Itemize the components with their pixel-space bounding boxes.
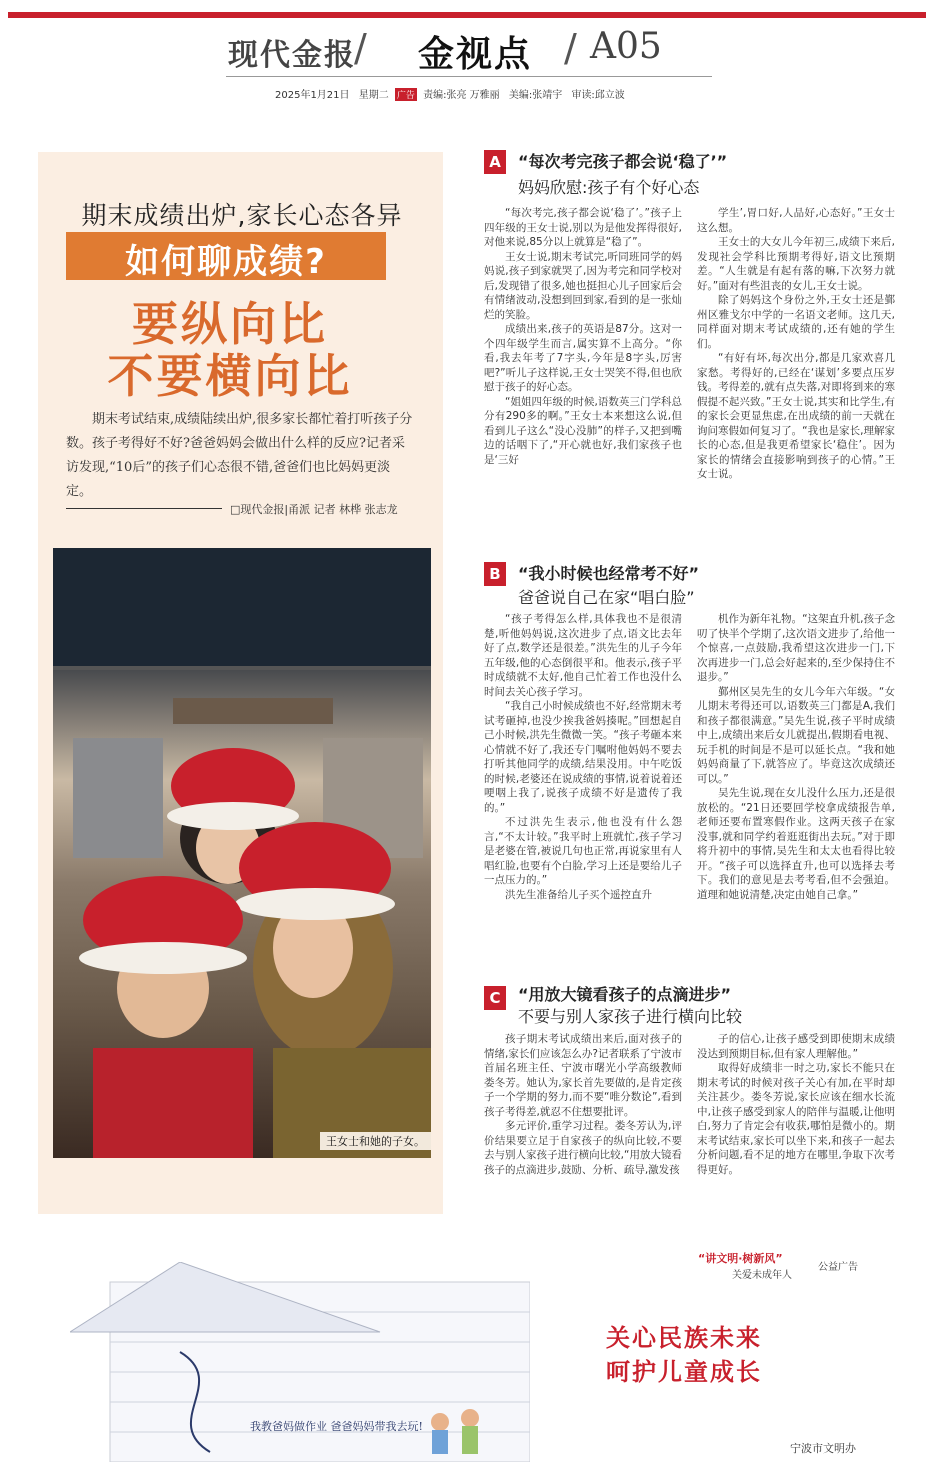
masthead-divider: / <box>354 26 367 70</box>
paragraph: “有好有坏,每次出分,都是几家欢喜几家愁。考得好的,已经在‘谋划’多要点压岁钱。考得差的,就有点失落,对即将到来的寒假提不起兴致。”王女士说,其实和比学生,有的家长会更显焦虑,在出成绩的前一天就在询问寒假如何复习了。“我也是家长,理解家长的心态,但是我更希望家长‘稳住’。因为家长的情绪会直接影响到孩子的心情。”王女士说。 <box>697 352 895 480</box>
byline: □现代金报|甬派 记者 林桦 张志龙 <box>230 503 398 516</box>
paragraph: 王女士说,期末考试完,听同班同学的妈妈说,孩子到家就哭了,因为考完和同学校对后,发现错了很多,她也挺担心儿子回家后会有情绪波动,没想到回到家,看到的是一张灿烂的笑脸。 <box>484 250 682 321</box>
headline-question: 如何聊成绩? <box>125 242 327 282</box>
paragraph: 学生’,胃口好,人品好,心态好。”王女士这么想。 <box>697 207 895 234</box>
art-editor: 美编:张靖宇 <box>508 90 563 101</box>
headline-line-1: 要纵向比 <box>132 297 328 351</box>
section-c-title: “用放大镜看孩子的点滴进步” <box>518 985 732 1004</box>
paragraph: 取得好成绩非一时之功,家长不能只在期末考试的时候对孩子关心有加,在平时却关注甚少。娄冬芳说,家长应该在细水长流中,让孩子感受到家人的陪伴与温暖,让他明白,努力了肯定会有收获,哪怕是微小的。期末考试结束,家长可以坐下来,和孩子一起去分析问题,看不足的地方在哪里,争取下次考得更好。 <box>697 1062 895 1176</box>
ad-slogan-2: 呵护儿童成长 <box>606 1358 762 1386</box>
section-a-title: “每次考完孩子都会说‘稳了’” <box>518 152 728 171</box>
byline-rule <box>66 508 222 509</box>
section-b-marker: B <box>484 562 506 586</box>
family-photo <box>53 548 431 1158</box>
page-number: A05 <box>590 26 662 67</box>
paragraph: 成绩出来,孩子的英语是87分。这对一个四年级学生而言,属实算不上高分。“你看,我去年考了7字头,今年是8字头,厉害吧?”听儿子这样说,王女士哭笑不得,但也欣慰于孩子的好心态。 <box>484 323 682 393</box>
section-b-col-2 <box>697 612 895 956</box>
paragraph: 机作为新年礼物。“这架直升机,孩子念叨了快半个学期了,这次语文进步了,给他一个惊喜,一点鼓励,我希望这次进步一门,下次再进步一门,总会好起来的,至少保持住不退步。” <box>697 613 895 683</box>
section-a-col-1 <box>484 206 682 532</box>
section-b-title: “我小时候也经常考不好” <box>518 564 700 583</box>
section-a-subtitle: 妈妈欣慰:孩子有个好心态 <box>518 178 700 197</box>
paragraph: 除了妈妈这个身份之外,王女士还是鄞州区雅戈尔中学的一名语文老师。这几天,同样面对期末考试成绩的,还有她的学生们。 <box>697 294 895 350</box>
dateline <box>275 86 625 101</box>
weekday: 星期二 <box>358 90 389 101</box>
paragraph: 鄞州区吴先生的女儿今年六年级。“女儿期末考得还可以,语数英三门都是A,我们和孩子都很满意。”吴先生说,孩子平时成绩中上,成绩出来后女儿就提出,假期看电视、玩手机的时间是不是可以延长点。“我和她妈妈商量了下,就答应了。毕竟这次成绩还可以。” <box>697 685 895 785</box>
photo-illustration <box>53 548 431 1158</box>
paragraph: 洪先生准备给儿子买个遥控直升 <box>505 888 652 901</box>
headline-line-2: 不要横向比 <box>107 349 353 403</box>
ad-illustration <box>70 1262 530 1462</box>
section-a-col-2 <box>697 206 895 532</box>
paragraph: 子的信心,让孩子感受到即使期末成绩没达到预期目标,但有家人理解他。” <box>697 1033 895 1060</box>
masthead-rule <box>226 76 712 77</box>
column-name: 金视点 <box>418 34 533 75</box>
ad-campaign-title: “讲文明·树新风” <box>698 1252 783 1265</box>
ad-tag: 广告 <box>395 88 417 101</box>
paragraph: “姐姐四年级的时候,语数英三门学科总分有290多的啊。”王女士本来想这么说,但看到儿子这么“没心没肺”的样子,又把到嘴边的话咽下了,“开心就也好,我们家孩子也是‘三好 <box>484 395 682 466</box>
paragraph: 吴先生说,现在女儿没什么压力,还是很放松的。“21日还要回学校拿成绩报告单,老师还要布置寒假作业。这两天孩子在家没事,就和同学约着逛逛街出去玩。”对于即将升初中的事情,吴先生和太太也看得比较开。“孩子可以选择直升,也可以选择去考下。我们的意见是去考考看,但不会强迫。道理和她说清楚,决定由她自己拿。” <box>697 787 895 901</box>
ad-type-label: 公益广告 <box>818 1262 858 1273</box>
ad-organization: 宁波市文明办 <box>790 1442 856 1455</box>
ad-slogan-1: 关心民族未来 <box>606 1324 762 1352</box>
newspaper-brand: 现代金报 <box>228 38 356 73</box>
notebook-ruler-drawing <box>70 1262 530 1462</box>
masthead-divider: / <box>564 26 577 70</box>
ad-subtitle: 关爱未成年人 <box>732 1270 792 1281</box>
section-b-subtitle: 爸爸说自己在家“唱白脸” <box>518 588 695 607</box>
proofreader: 审读:邱立波 <box>571 90 625 101</box>
section-c-col-2 <box>697 1032 895 1220</box>
feature-intro: 期末考试结束,成绩陆续出炉,很多家长都忙着打听孩子分数。孩子考得好不好?爸爸妈妈会做出什么样的反应?记者采访发现,“10后”的孩子们心态很不错,爸爸们也比妈妈更淡定。 <box>66 412 413 499</box>
section-c-col-1 <box>484 1032 682 1220</box>
paragraph: 不过洪先生表示,他也没有什么怨言,“不太计较。”我平时上班就忙,孩子学习是老婆在管,被说几句也正常,再说家里有人唱红脸,也要有个白脸,学习上还是要给儿子一点压力的。” <box>484 816 682 886</box>
photo-caption: 王女士和她的子女。 <box>320 1132 431 1150</box>
handwritten-note: 我教爸妈做作业 爸爸妈妈带我去玩! <box>250 1420 423 1433</box>
section-c-marker: C <box>484 986 506 1010</box>
paragraph: “每次考完,孩子都会说‘稳了’。”孩子上四年级的王女士说,别以为是他发挥得很好,对他来说,85分以上就算是“稳了”。 <box>484 207 682 248</box>
paragraph: 多元评价,重学习过程。娄冬芳认为,评价结果要立足于自家孩子的纵向比较,不要去与别人家孩子进行横向比较,“用放大镜看孩子的点滴进步,鼓励、分析、疏导,激发孩 <box>484 1120 682 1176</box>
section-a-marker: A <box>484 150 506 174</box>
section-b-col-1 <box>484 612 682 956</box>
paragraph: 孩子期末考试成绩出来后,面对孩子的情绪,家长们应该怎么办?记者联系了宁波市首届名班主任、宁波市曙光小学高级教师娄冬芳。她认为,家长首先要做的,是肯定孩子一个学期的努力,而不要“唯分数论”,看到孩子考得差,就忍不住想要批评。 <box>484 1033 682 1118</box>
feature-kicker: 期末成绩出炉,家长心态各异 <box>81 201 403 230</box>
paragraph: “孩子考得怎么样,具体我也不是很清楚,听他妈妈说,这次进步了点,语文比去年好了点,数学还是很差。”洪先生的儿子今年五年级,他的心态倒很平和。他表示,孩子平时成绩就不太好,他自己忙着工作也没什么时间去关心孩子学习。 <box>484 613 682 698</box>
section-c-subtitle: 不要与别人家孩子进行横向比较 <box>518 1007 743 1026</box>
editors: 责编:张亮 万雅丽 <box>423 90 500 101</box>
paragraph: “我自己小时候成绩也不好,经常期末考试考砸掉,也没少挨我爸妈揍呢。”回想起自己小时候,洪先生微微一笑。“孩子考砸本来心情就不好了,我还专门嘱咐他妈妈不要去打听其他同学的成绩,结果没用。中午吃饭的时候,老婆还在说成绩的事情,说着说着还哽咽上我了,说孩子成绩不好是遗传了我的。” <box>484 700 682 814</box>
paragraph: 王女士的大女儿今年初三,成绩下来后,发现社会学科比预期考得好,语文比预期差。“人生就是有起有落的嘛,下次努力就好。”面对有些沮丧的女儿,王女士说。 <box>697 236 895 292</box>
date: 2025年1月21日 <box>275 90 350 101</box>
top-red-bar <box>8 12 926 18</box>
